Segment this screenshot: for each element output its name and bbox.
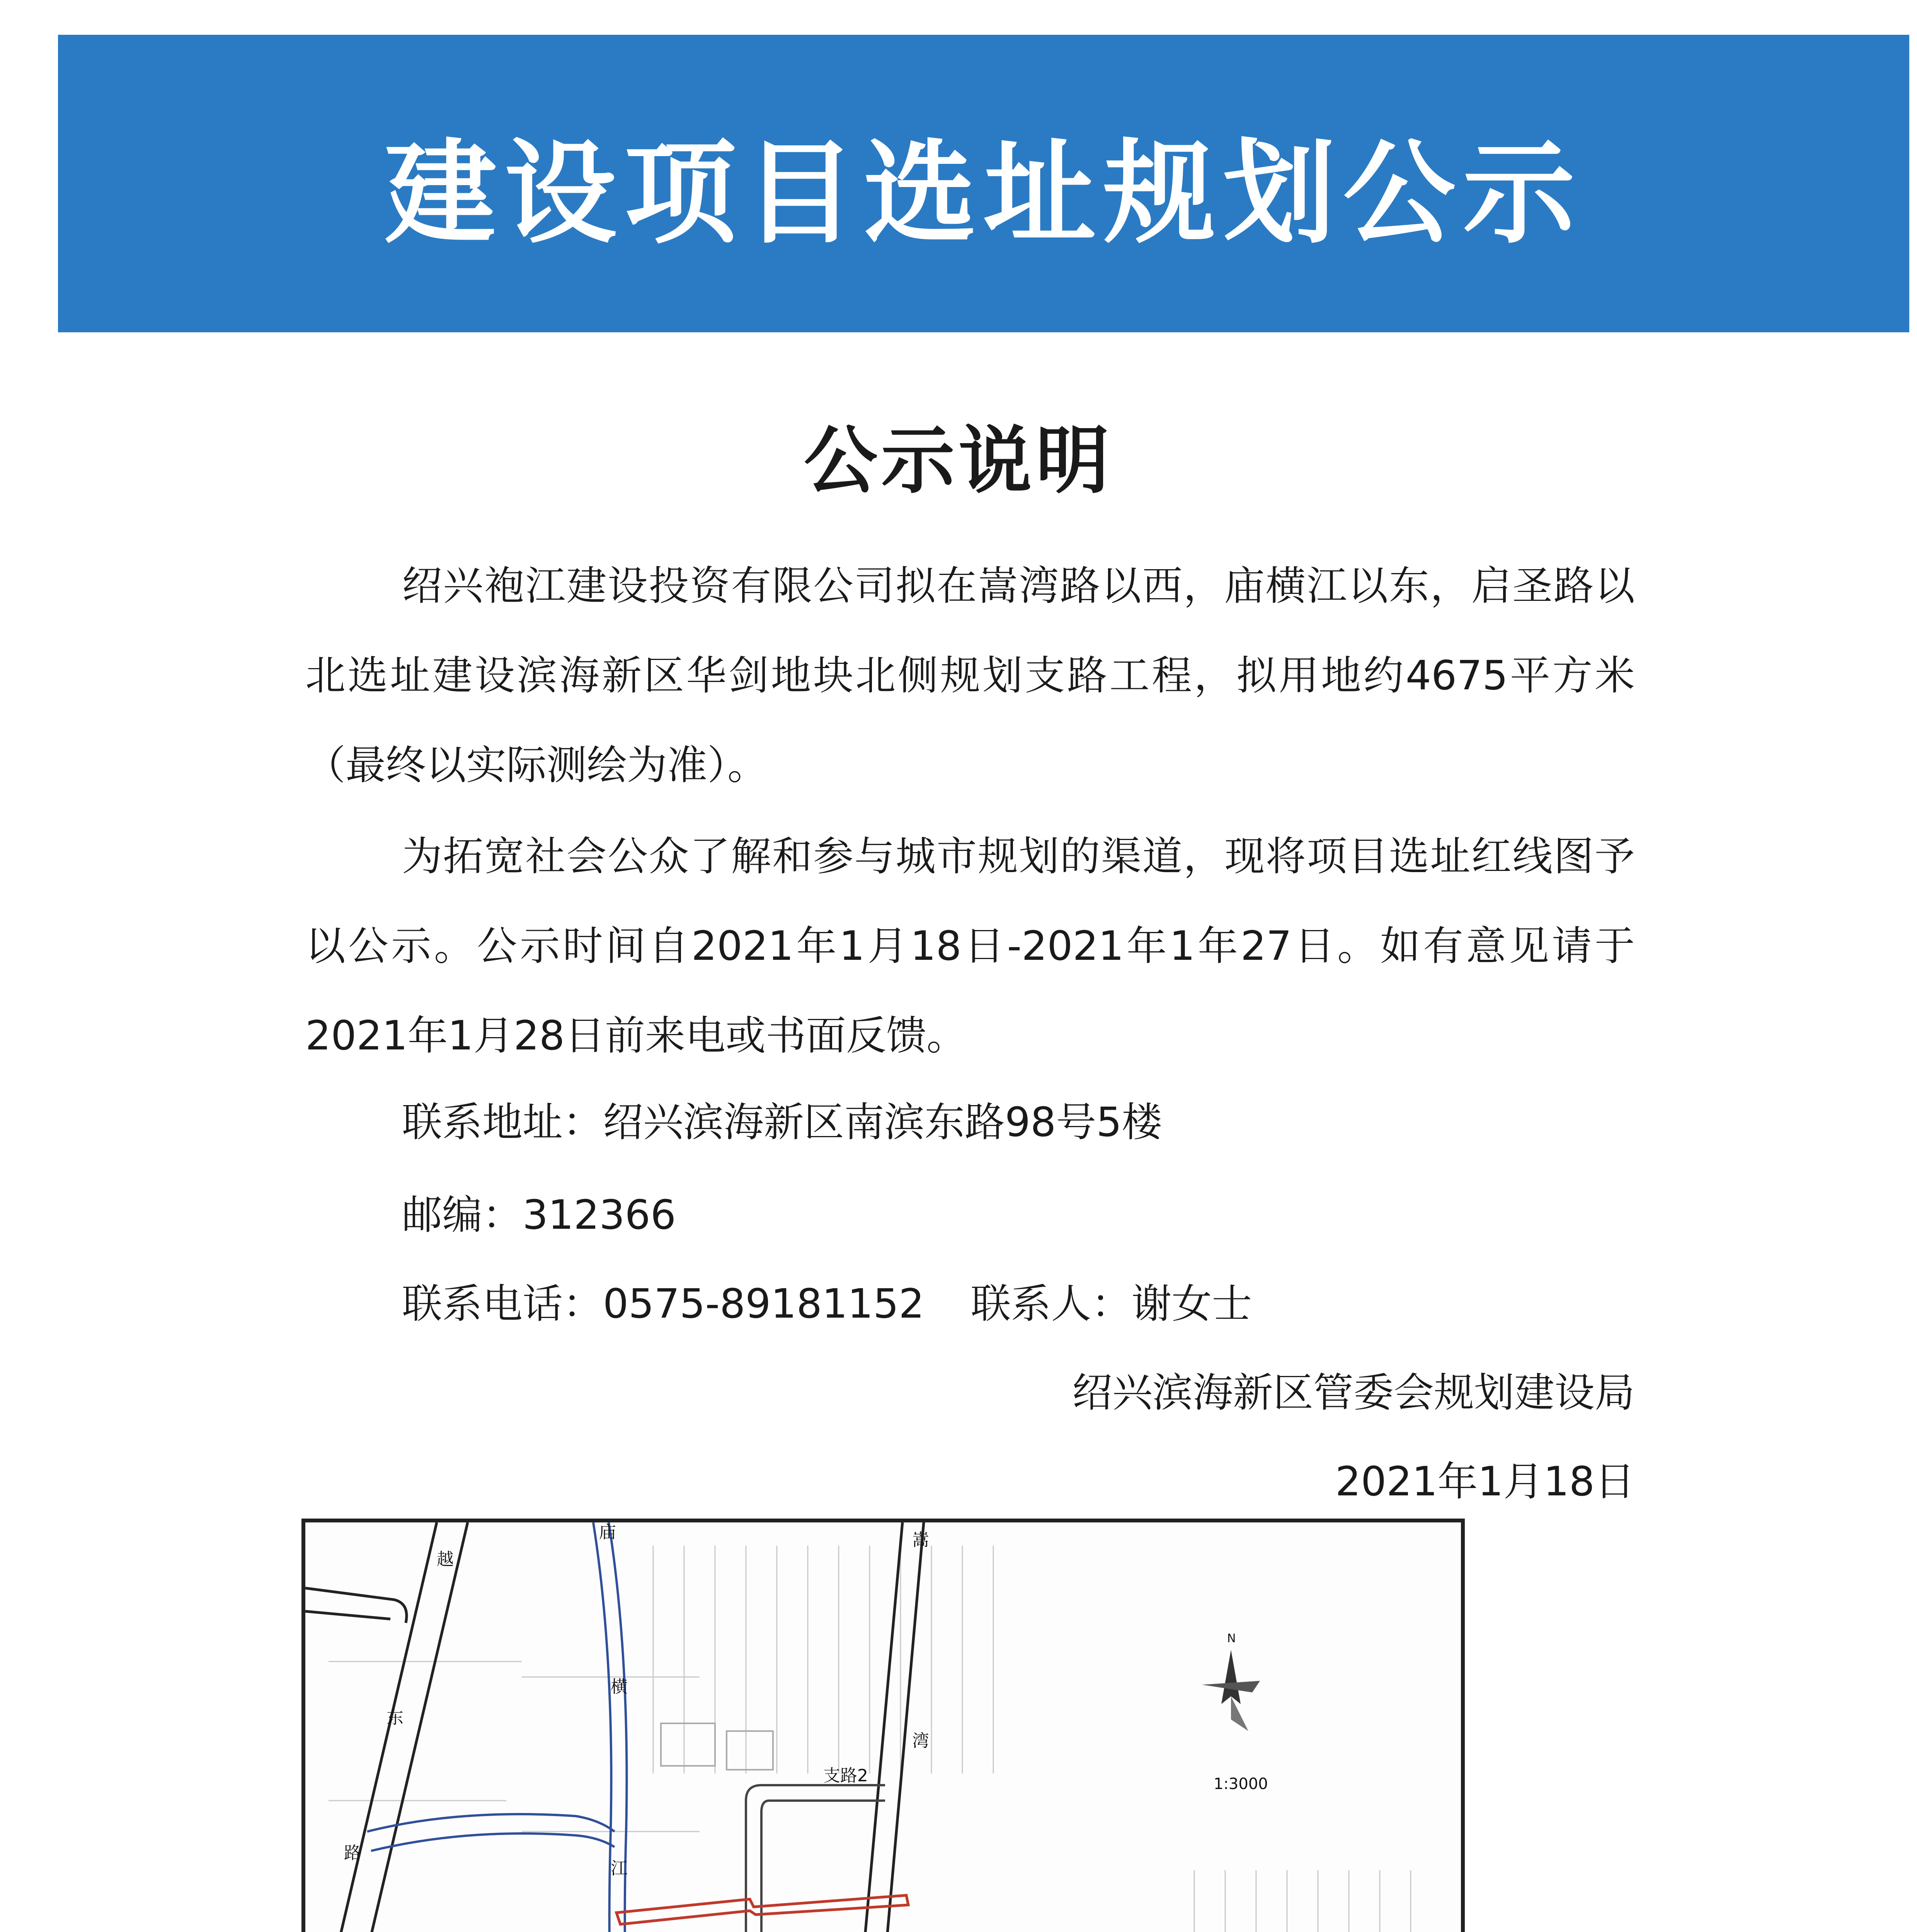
signature-org: 绍兴滨海新区管委会规划建设局	[1072, 1369, 1635, 1416]
paragraph-project: 绍兴袍江建设投资有限公司拟在嵩湾路以西，庙横江以东，启圣路以北选址建设滨海新区华剑地块北侧规划支路工程，拟用地约4675平方米（最终以实际测绘为准）。	[305, 562, 1635, 789]
map-label: 湾	[912, 1731, 929, 1751]
map-label: 路	[344, 1843, 361, 1863]
road-songwan	[821, 1522, 924, 1932]
contact-person: 联系人：谢女士	[970, 1280, 1252, 1327]
site-location-map	[301, 1519, 1465, 1932]
road-labels	[344, 1522, 1165, 1932]
contact-phone-line	[402, 1271, 1252, 1329]
contact-phone: 联系电话：0575-89181152	[402, 1280, 924, 1327]
map-drawing	[305, 1522, 1461, 1932]
map-label: 横	[611, 1677, 628, 1697]
waterways	[367, 1522, 1461, 1932]
map-label: 嵩	[912, 1530, 929, 1550]
map-label: 东	[386, 1708, 403, 1728]
map-scale: 1:3000	[1214, 1775, 1268, 1793]
page-heading: 公示说明	[804, 418, 1113, 503]
branch-road-label: 支路2	[823, 1766, 868, 1786]
banner-title: 建设项目选址规划公示	[385, 128, 1583, 259]
map-label: 越	[437, 1549, 454, 1569]
paragraph-notice: 为拓宽社会公众了解和参与城市规划的渠道，现将项目选址红线图予以公示。公示时间自2021年1月18日-2021年1年27日。如有意见请于2021年1月28日前来电或书面反馈。	[305, 833, 1635, 1059]
map-label: 庙	[599, 1522, 616, 1542]
map-label: 江	[611, 1859, 628, 1878]
contact-postcode: 邮编：312366	[402, 1191, 676, 1238]
title-banner	[58, 35, 1909, 332]
contact-address: 联系地址：绍兴滨海新区南滨东路98号5楼	[402, 1099, 1162, 1146]
north-arrow-icon	[1202, 1632, 1260, 1731]
north-label: N	[1227, 1632, 1236, 1645]
signature-date: 2021年1月18日	[1335, 1458, 1635, 1505]
